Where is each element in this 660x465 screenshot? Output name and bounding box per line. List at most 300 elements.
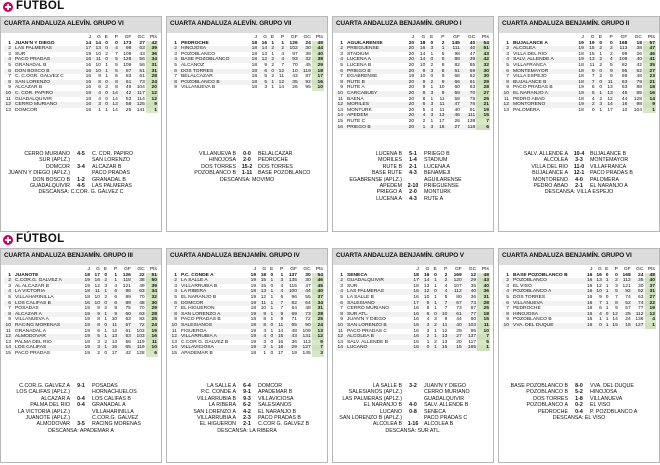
table-row — [170, 85, 324, 91]
points-cell: 29 — [312, 63, 324, 69]
standings-table — [499, 33, 659, 145]
points-cell: 9 — [312, 340, 324, 346]
stat-cell: 0 — [102, 91, 109, 97]
stat-cell: 14 — [109, 91, 119, 97]
points-cell: 21 — [643, 80, 656, 86]
stat-cell: 63 — [132, 312, 146, 318]
stat-cell: 73 — [298, 312, 312, 318]
stat-cell: 17 — [82, 46, 92, 52]
stat-cell: 8 — [4, 80, 12, 86]
stat-cell: 7 — [444, 306, 448, 312]
stat-cell: 92 — [299, 80, 312, 86]
stat-cell: 12 — [470, 272, 477, 278]
score: 5-1 — [409, 151, 417, 157]
standings-grid — [502, 35, 656, 113]
stat-cell: 15 — [448, 345, 462, 351]
team-name: PRIEGUENSE — [344, 46, 404, 52]
stat-cell: 4 — [92, 91, 102, 97]
stat-cell: 1 — [105, 74, 108, 80]
stat-cell: 2 — [271, 74, 275, 80]
stat-cell: 12 — [258, 57, 268, 63]
table-row — [336, 345, 490, 351]
stat-cell: 16 — [413, 328, 419, 334]
stat-cell: 52 — [619, 301, 632, 307]
column-header: P — [114, 35, 118, 40]
stat-cell: 12 — [596, 283, 602, 289]
stat-cell: 0 — [430, 40, 434, 46]
home-team: PALMA DEL RÍO — [30, 402, 70, 409]
stat-cell: 27 — [139, 40, 145, 46]
stat-cell: 18 — [251, 74, 258, 80]
stat-cell: 11 — [5, 96, 11, 102]
team-name: BASE POZOBLANCO — [178, 57, 248, 63]
stat-cell: 2 — [275, 46, 285, 52]
column-header: E — [103, 267, 108, 272]
stat-cell: 4 — [280, 283, 284, 289]
stat-cell: 119 — [299, 69, 312, 75]
points-cell: 11 — [477, 323, 490, 329]
stat-cell: 8 — [415, 91, 426, 97]
column-header: GC — [137, 35, 145, 40]
league-title: CUARTA ANDALUZA BENJAMÍN. GRUPO III — [1, 249, 161, 265]
stat-cell: 4 — [426, 317, 430, 323]
stat-cell: 95 — [470, 328, 477, 334]
stat-cell: 1 — [603, 323, 610, 329]
column-header: GF — [124, 267, 131, 272]
score: 4-3 — [409, 170, 417, 177]
stat-cell: 20 — [408, 118, 415, 124]
stat-cell: 1 — [267, 345, 274, 351]
points-cell: 43 — [477, 278, 490, 284]
stat-cell: 12 — [441, 328, 448, 334]
points-cell: 4 — [645, 317, 657, 323]
column-header: GC — [636, 267, 644, 272]
score: 1-16 — [407, 421, 419, 428]
stat-cell: 60 — [470, 317, 477, 323]
column-header: P — [113, 267, 118, 272]
stat-cell: 14 — [420, 278, 431, 284]
score: 1-2 — [77, 176, 85, 183]
stat-cell: 47 — [305, 283, 311, 289]
stat-cell: 9 — [615, 306, 618, 312]
stat-cell: 117 — [468, 339, 477, 345]
stat-cell: 5 — [8, 294, 11, 300]
stat-cell: 10 — [337, 90, 343, 96]
team-name: SALESIANOS — [178, 323, 247, 329]
stat-cell: 18 — [84, 339, 90, 345]
stat-cell: 87 — [119, 69, 133, 75]
stat-cell: 19 — [84, 283, 90, 289]
team-name: BELALCÁZAR — [181, 74, 213, 80]
stat-cell: 118 — [118, 278, 132, 284]
points-cell: 42 — [476, 57, 490, 63]
stat-cell: 70 — [461, 91, 476, 97]
away-team: RUTE A — [424, 195, 444, 202]
stat-cell: 11 — [503, 96, 509, 102]
stat-cell: 16 — [409, 334, 420, 340]
stat-cell: 19 — [81, 323, 91, 329]
stat-cell: 2 — [599, 74, 603, 80]
stat-cell: 5 — [258, 80, 268, 86]
stat-cell: 0 — [610, 40, 613, 46]
stat-cell: 29 — [456, 328, 462, 334]
stat-cell: 2 — [170, 278, 178, 284]
team-name: LAS PALMERAS — [344, 289, 409, 295]
stat-cell: 10 — [423, 294, 430, 300]
stat-cell: 2 — [430, 323, 437, 329]
stat-cell: 14 — [85, 40, 92, 46]
team-name: DOMCOR — [15, 107, 38, 113]
away-team: PRIEGUENSE — [424, 183, 459, 190]
stat-cell: 61 — [125, 328, 131, 334]
stat-cell: 10 — [5, 322, 11, 328]
points-cell: 17 — [312, 74, 324, 80]
stat-cell: 104 — [633, 107, 642, 113]
stat-cell: 56 — [132, 57, 146, 63]
column-header: Pts — [647, 35, 655, 40]
away-team: PACO PRADAS C — [424, 415, 468, 422]
stat-cell: 5 — [444, 294, 448, 300]
points-cell: 1 — [643, 108, 656, 114]
team-name: APADEMAR B — [181, 350, 213, 356]
stat-cell: 30 — [638, 283, 644, 289]
stat-cell: 40 — [448, 323, 462, 329]
column-header: P — [280, 35, 285, 40]
stat-cell: 10 — [419, 74, 426, 80]
away-team: VVA. DEL DUQUE — [590, 383, 634, 389]
points-cell: 51 — [146, 273, 158, 279]
stat-cell: 9 — [98, 74, 101, 80]
team-name: C.COR.G. GÁLVEZ A — [12, 278, 81, 284]
stat-cell: 121 — [622, 283, 631, 289]
stat-cell: 13 — [593, 278, 602, 284]
home-team: HINOJOSA — [208, 157, 236, 164]
team-name: BUJALANCE A — [513, 40, 548, 46]
stat-cell: 0 — [593, 323, 602, 329]
stat-cell: 6 — [336, 301, 344, 307]
stat-cell: 7 — [8, 306, 11, 312]
stat-cell: 14 — [337, 113, 343, 119]
score: 0-0 — [243, 151, 251, 157]
points-cell: 24 — [312, 323, 324, 329]
stat-cell: 24 — [625, 317, 631, 323]
stat-cell: 2 — [336, 46, 344, 52]
stat-cell: 2 — [599, 62, 603, 68]
points-cell: 46 — [643, 52, 656, 58]
team-name: LA SALLE B — [347, 294, 374, 300]
stat-cell: 13 — [5, 339, 11, 345]
stat-cell: 4 — [4, 57, 12, 63]
stat-cell: 19 — [247, 312, 257, 318]
stat-cell: 8 — [426, 306, 430, 312]
home-team: LA VICTORIA (APLZ.) — [17, 408, 70, 415]
stat-cell: 56 — [125, 339, 131, 345]
away-team: C. COR. PAPIRO — [92, 151, 134, 157]
team-name: POSADAS — [15, 306, 39, 312]
stat-cell: 18 — [82, 91, 92, 97]
stat-cell: 12 — [503, 102, 509, 108]
stat-cell: 11 — [274, 323, 284, 329]
stat-cell: 3 — [426, 113, 434, 119]
stat-cell: 9 — [420, 301, 431, 307]
result-line — [169, 421, 325, 427]
away-team: POSADAS — [92, 383, 118, 389]
stat-cell: 53 — [118, 334, 132, 340]
team-name: SUR — [15, 51, 26, 57]
stat-cell: 16 — [415, 46, 426, 52]
team-name: LUCANO — [344, 345, 409, 351]
stat-cell: 16 — [423, 272, 430, 278]
column-header: Pts — [315, 35, 323, 40]
stat-cell: 128 — [119, 57, 133, 63]
stat-cell: 3 — [426, 69, 434, 75]
stat-cell: 65 — [469, 62, 476, 68]
column-header: GC — [468, 267, 477, 272]
stat-cell: 4 — [591, 96, 595, 102]
stat-cell: 18 — [251, 40, 258, 46]
points-cell: 10 — [146, 345, 158, 351]
points-cell: 30 — [476, 69, 490, 75]
team-name: PRIEGO B — [344, 69, 404, 75]
team-name: VILLAHARINILLA — [15, 294, 54, 300]
stat-cell: 1 — [101, 334, 108, 340]
stat-cell: 0 — [268, 69, 275, 75]
away-team: VILLAVICIOSA — [258, 395, 294, 402]
stat-cell: 19 — [589, 40, 595, 46]
stat-cell: 19 — [247, 323, 257, 329]
stat-cell: 16 — [586, 283, 593, 289]
stat-cell: 6 — [108, 289, 118, 295]
stat-cell: 7 — [274, 301, 284, 307]
stat-cell: 19 — [247, 278, 257, 284]
stat-cell: 3 — [92, 102, 102, 108]
stat-cell: 67 — [448, 301, 462, 307]
points-cell: 39 — [146, 284, 158, 290]
stat-cell: 8 — [336, 312, 344, 318]
home-team: ALMODÓVAR — [36, 421, 70, 428]
stat-cell: 136 — [635, 317, 644, 323]
stat-cell: 0 — [270, 339, 274, 345]
stat-cell: 46 — [446, 113, 461, 119]
points-cell: 10 — [312, 85, 324, 91]
stat-cell: 27 — [448, 334, 462, 340]
team-name: SUR — [347, 283, 358, 289]
stat-cell: 19 — [291, 350, 297, 356]
stat-cell: 0 — [615, 272, 618, 278]
stat-cell: 8 — [4, 312, 12, 318]
stat-cell: 18 — [85, 96, 92, 102]
away-team: APADEMAR B — [258, 389, 293, 396]
column-header: J — [589, 267, 593, 272]
stat-cell: 8 — [502, 80, 510, 86]
stat-cell: 19 — [250, 294, 257, 300]
stat-cell: 1 — [603, 278, 610, 284]
stat-cell: 16 — [586, 294, 593, 300]
points-cell: 19 — [476, 108, 490, 114]
away-team: PACO PRADAS B — [258, 415, 301, 422]
score: 4-5 — [77, 151, 85, 157]
away-team: BUJALANCE B — [590, 151, 627, 157]
stat-cell: 4 — [263, 328, 267, 334]
stat-cell: 20 — [408, 107, 415, 113]
stat-cell: 1 — [430, 85, 434, 91]
stat-cell: 19 — [85, 51, 92, 57]
stat-cell: 39 — [461, 57, 476, 63]
stat-cell: 1 — [599, 107, 603, 113]
stat-cell: 38 — [305, 51, 311, 57]
points-cell: 21 — [476, 102, 490, 108]
stat-cell: 53 — [125, 96, 132, 102]
stat-cell: 145 — [302, 350, 311, 356]
stat-cell: 20 — [456, 339, 462, 345]
stat-cell: 61 — [448, 312, 462, 318]
stat-cell: 88 — [446, 57, 461, 63]
league-panel — [166, 248, 328, 463]
stat-cell: 111 — [461, 113, 476, 119]
score: 6-2 — [243, 402, 251, 409]
stat-cell: 0 — [102, 57, 109, 63]
stat-cell: 11 — [337, 328, 343, 334]
score: 9-1 — [243, 389, 251, 396]
home-team: SAN LORENZO B (APLZ.) — [339, 415, 402, 422]
stat-cell: 16 — [584, 312, 593, 318]
stat-cell: 0 — [596, 69, 604, 75]
stat-cell: 4 — [593, 312, 602, 318]
stat-cell: 1 — [426, 339, 430, 345]
team-name: FIGUEROA — [181, 328, 207, 334]
stat-cell: 44 — [621, 96, 628, 102]
stat-cell: 17 — [277, 350, 284, 356]
stat-cell: 7 — [8, 74, 11, 80]
stat-cell: 60 — [118, 312, 132, 318]
home-team: PRIEGO A — [376, 189, 402, 196]
column-header: G — [263, 35, 268, 40]
stat-cell: 18 — [578, 74, 584, 80]
team-name: VILLANUEVA A — [15, 317, 49, 323]
points-cell: 18 — [312, 69, 324, 75]
stat-cell: 18 — [574, 80, 585, 86]
away-team: EL NARANJO A — [590, 183, 628, 190]
stat-cell: 11 — [603, 80, 614, 86]
stat-cell: 72 — [132, 323, 146, 329]
team-name: DOS TORRES — [178, 69, 248, 75]
team-name: VVA. DEL DUQUE — [510, 323, 584, 329]
stat-cell: 6 — [502, 69, 510, 75]
stat-cell: 15 — [5, 350, 11, 356]
team-name: SALV. ALLENDE B — [347, 339, 389, 345]
stat-cell: 18 — [578, 96, 584, 102]
team-name: AGUILARENSE — [347, 40, 383, 46]
column-header: J — [254, 35, 258, 40]
stat-cell: 16 — [81, 301, 91, 307]
stat-cell: 97 — [292, 51, 298, 57]
stat-cell: 1 — [271, 85, 275, 91]
stat-cell: 0 — [104, 350, 108, 356]
stat-cell: 6 — [591, 85, 595, 91]
stat-cell: 14 — [278, 85, 285, 91]
stat-cell: 1 — [340, 40, 343, 46]
stat-cell: 173 — [123, 40, 132, 46]
points-cell: 31 — [146, 69, 158, 75]
points-cell: 3 — [312, 351, 324, 357]
home-team: VILLA DEL RÍO — [531, 163, 568, 170]
team-name: SAN LORENZO B — [344, 323, 409, 329]
stat-cell: 138 — [467, 118, 476, 124]
rest-team: DESCANSA: EL VISO — [552, 415, 606, 422]
stat-cell: 3 — [263, 339, 267, 345]
stat-cell: 16 — [82, 57, 92, 63]
stat-cell: 49 — [125, 85, 132, 91]
stat-cell: 61 — [119, 80, 133, 86]
stat-cell: 10 — [621, 107, 628, 113]
standings-table — [1, 33, 161, 145]
stat-cell: 6 — [4, 69, 12, 75]
stat-cell: 11 — [91, 289, 101, 295]
points-cell: 16 — [146, 334, 158, 340]
stat-cell: 3 — [596, 102, 604, 108]
stat-cell: 20 — [408, 96, 415, 102]
stat-cell: 9 — [174, 317, 177, 323]
column-header: E — [269, 267, 274, 272]
stat-cell: 126 — [122, 272, 131, 278]
stat-cell: 13 — [5, 107, 11, 113]
stat-cell: 19 — [84, 317, 90, 323]
standings-grid — [336, 267, 490, 351]
stat-cell: 14 — [171, 345, 177, 351]
away-team: SAN LORENZO — [92, 157, 130, 164]
stat-cell: 2 — [101, 278, 108, 284]
stat-cell: 4 — [336, 57, 344, 63]
stat-cell: 10 — [171, 322, 177, 328]
column-header: GF — [124, 35, 132, 40]
stat-cell: 14 — [258, 46, 268, 52]
stat-cell: 70 — [292, 62, 298, 68]
stat-cell: 15 — [257, 278, 267, 284]
stat-cell: 103 — [136, 328, 145, 334]
points-cell: 19 — [645, 306, 657, 312]
stat-cell: 141 — [136, 107, 145, 113]
standings-grid — [170, 35, 324, 91]
stat-cell: 63 — [614, 80, 629, 86]
stat-cell: 11 — [257, 301, 267, 307]
stat-cell: 0 — [434, 272, 437, 278]
column-header: E — [270, 35, 275, 40]
team-name: EL NARANJO B — [181, 294, 217, 300]
home-team: SALESIANOS (APLZ.) — [348, 389, 402, 396]
team-name: PALOMERA — [513, 107, 540, 113]
home-team: VILLARRUBIA A — [197, 415, 236, 422]
stat-cell: 9 — [340, 85, 343, 91]
stat-cell: 12 — [275, 69, 285, 75]
points-cell: 44 — [312, 46, 324, 52]
stat-cell: 1 — [434, 306, 437, 312]
stat-cell: 9 — [257, 312, 267, 318]
stat-cell: 98 — [454, 51, 460, 57]
stat-cell: 13 — [607, 85, 613, 91]
home-team: SALV. ALLENDE A — [523, 151, 568, 157]
stat-cell: 15 — [274, 334, 284, 340]
points-cell: 28 — [146, 312, 158, 318]
column-header: G — [590, 35, 595, 40]
stat-cell: 5 — [340, 62, 343, 68]
team-name: PACO PRADAS — [12, 57, 82, 63]
points-cell: 15 — [476, 113, 490, 119]
team-name: C.COR G. GÁLVEZ B — [181, 339, 229, 345]
table-row — [336, 119, 490, 125]
stat-cell: 16 — [413, 294, 419, 300]
score: 4-2 — [243, 408, 251, 415]
points-cell: 40 — [312, 289, 324, 295]
